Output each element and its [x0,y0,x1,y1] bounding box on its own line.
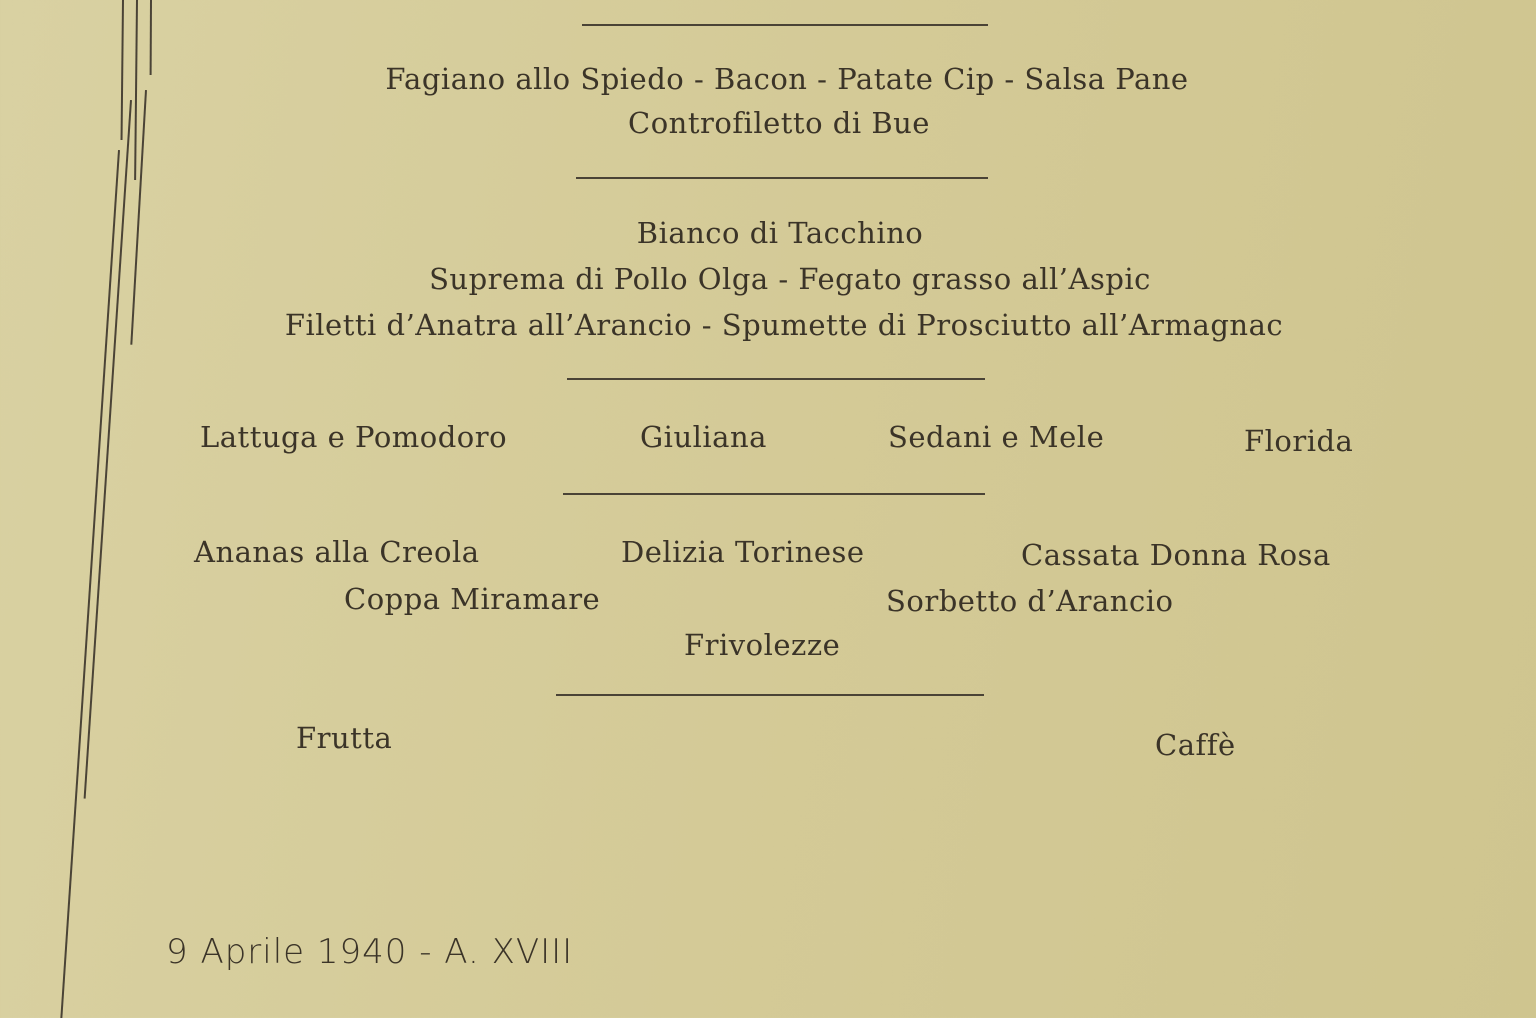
menu-date: 9 Aprile 1940 - A. XVIII [166,932,574,972]
border-line [121,0,124,140]
menu-item: Giuliana [640,420,767,454]
menu-item: Frutta [296,721,393,755]
menu-item: Coppa Miramare [344,582,601,616]
border-line [134,0,138,180]
menu-item: Florida [1244,424,1354,458]
menu-line: Suprema di Pollo Olga - Fegato grasso all’Aspic [429,262,1151,296]
menu-item: Frivolezze [684,628,841,662]
border-line [84,100,132,799]
border-line [130,90,147,345]
menu-item: Sedani e Mele [888,420,1105,454]
divider [576,177,988,179]
divider [567,378,985,380]
menu-item: Ananas alla Creola [194,535,480,569]
divider [556,694,984,696]
menu-line: Filetti d’Anatra all’Arancio - Spumette di Prosciutto all’Armagnac [284,308,1284,342]
menu-item: Lattuga e Pomodoro [200,420,508,454]
menu-item: Cassata Donna Rosa [1021,538,1331,572]
border-line [60,150,120,1018]
menu-item: Delizia Torinese [621,535,865,569]
menu-line: Controfiletto di Bue [628,106,930,140]
menu-line: Bianco di Tacchino [636,216,924,250]
menu-item: Caffè [1155,728,1236,762]
menu-line: Fagiano allo Spiedo - Bacon - Patate Cip - Salsa Pane [385,62,1189,96]
divider [563,493,985,495]
divider [582,24,988,26]
menu-item: Sorbetto d’Arancio [886,584,1174,618]
border-line [150,0,152,75]
